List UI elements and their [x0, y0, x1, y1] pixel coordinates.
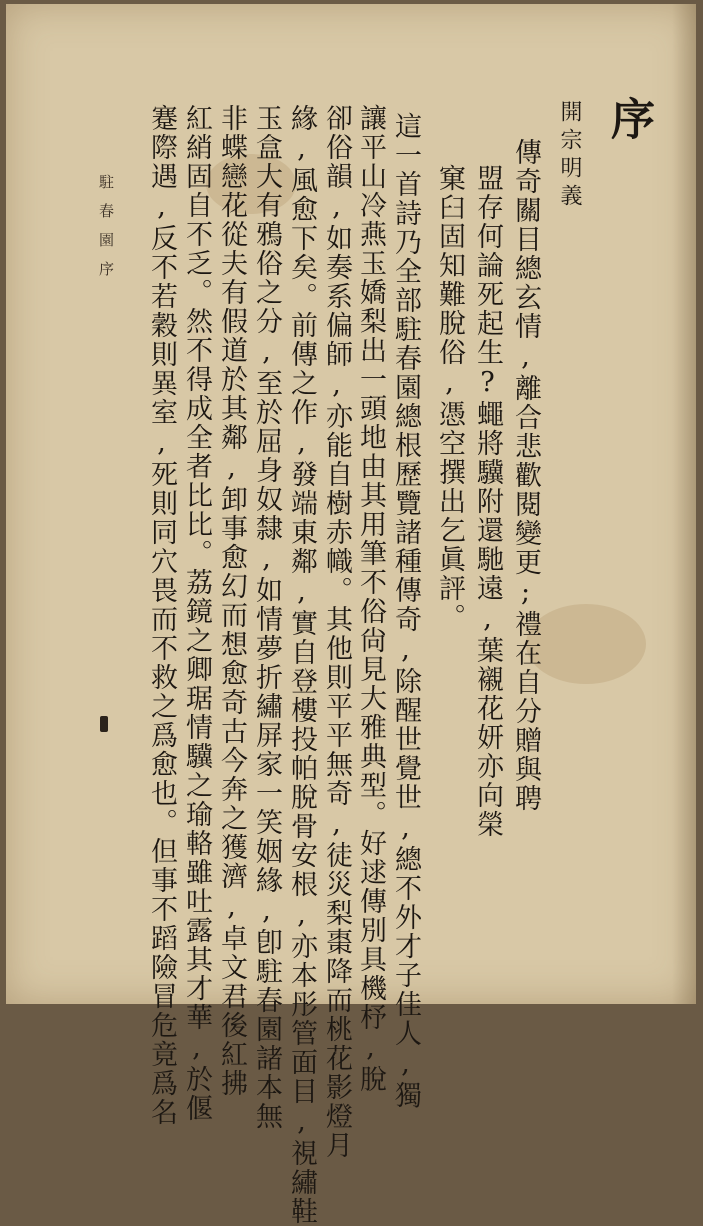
text-column: 玉盒大有鴉俗之分,至於屈身奴隸,如情夢折繡屏家一笑姻緣,卽駐春園諸本無	[251, 104, 282, 1131]
text-column: 傳奇關目總玄情,離合悲歡閱變更;禮在自分贈與聘	[510, 138, 541, 813]
text-column: 窠臼固知難脫俗,憑空撰出乞眞評。	[434, 164, 465, 632]
text-column: 讓平山冷燕玉嬌梨出一頭地由其用筆不俗尙見大雅典型。好逑傳別具機杼,脫	[355, 104, 386, 1094]
text-column: 卻俗韻,如奏系偏師,亦能自樹赤幟。其他則平平無奇,徒災梨棗降而桃花影燈月	[321, 104, 352, 1160]
text-column: 蹇際遇,反不若穀則異室,死則同穴畏而不救之爲愈也。但事不蹈險冒危竟爲名	[146, 104, 177, 1127]
section-heading: 開宗明義	[557, 100, 582, 212]
paper-stain	[526, 604, 646, 684]
margin-book-title: 駐春園序	[97, 174, 115, 290]
text-column: 緣,風愈下矣。前傳之作,發端東鄰,實自登樓投帕脫骨安根,亦本彤管面目,視繡鞋	[286, 104, 317, 1226]
text-column: 盟存何論死起生?蠅將驥附還馳遠,葉襯花妍亦向榮	[472, 164, 503, 839]
text-column: 非蝶戀花從夫有假道於其鄰,卸事愈幻而想愈奇古今奔之獲濟,卓文君後紅拂	[216, 104, 247, 1098]
text-column: 紅綃固自不乏。然不得成全者比比。荔鏡之卿琚情驥之瑜輅雖吐露其才華,於偃	[181, 104, 212, 1123]
text-column: 這一首詩乃全部駐春園總根歷覽諸種傳奇,除醒世覺世,總不外才子佳人,獨	[390, 112, 421, 1110]
page-marker	[100, 716, 108, 732]
page-title: 序	[603, 96, 654, 142]
book-page	[6, 4, 696, 1226]
